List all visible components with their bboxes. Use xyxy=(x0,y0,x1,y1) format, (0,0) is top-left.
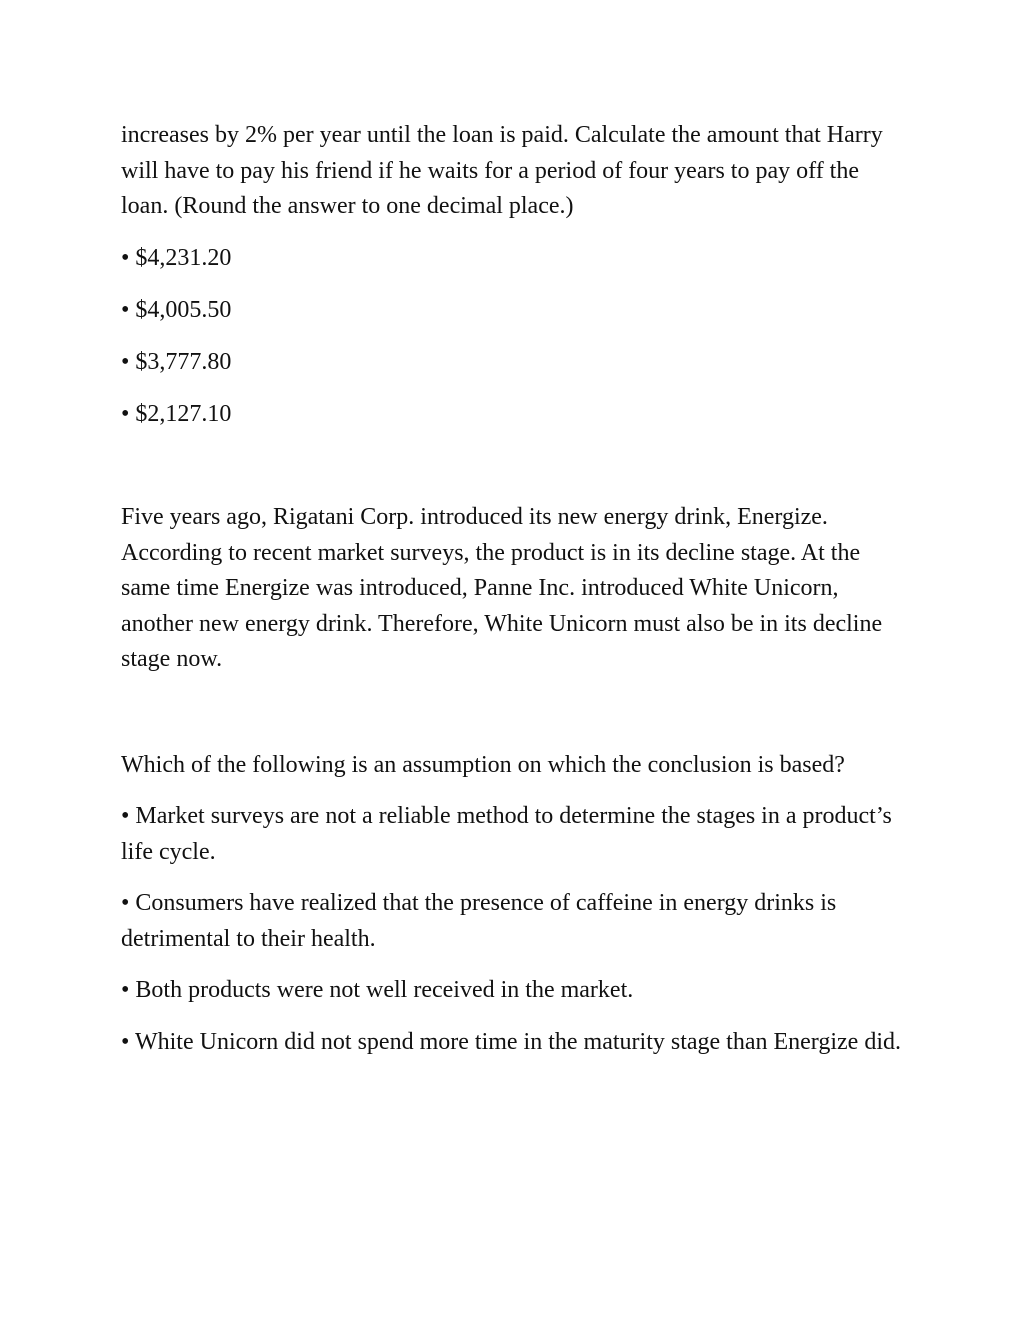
question2-option-2: • Consumers have realized that the presence of caffeine in energy drinks is detrimental to their health. xyxy=(121,890,837,952)
question1-option-4: • $2,127.10 xyxy=(121,400,232,427)
question2-passage: Five years ago, Rigatani Corp. introduced its new energy drink, Energize. According to recent market surveys, the product is in its decline stage. At the same time Energize was introduced, Panne Inc. introduced White Unicorn, another new energy drink. Therefore, White Unicorn must also be in its decline stage now. xyxy=(121,504,883,672)
question1-text: increases by 2% per year until the loan is paid. Calculate the amount that Harry will have to pay his friend if he waits for a period of four years to pay off the loan. (Round the answer to one decimal place.) xyxy=(121,122,883,219)
question2-option-1: • Market surveys are not a reliable method to determine the stages in a product’s life cycle. xyxy=(121,803,892,865)
document-page xyxy=(121,118,911,1060)
question2-prompt: Which of the following is an assumption on which the conclusion is based? xyxy=(121,751,845,778)
question1-option-2: • $4,005.50 xyxy=(121,296,232,323)
question1-option-1: • $4,231.20 xyxy=(121,244,232,271)
question1-option-3: • $3,777.80 xyxy=(121,348,232,375)
question2-option-3: • Both products were not well received in the market. xyxy=(121,977,634,1003)
question2-option-4: • White Unicorn did not spend more time in the maturity stage than Energize did. xyxy=(121,1028,901,1055)
